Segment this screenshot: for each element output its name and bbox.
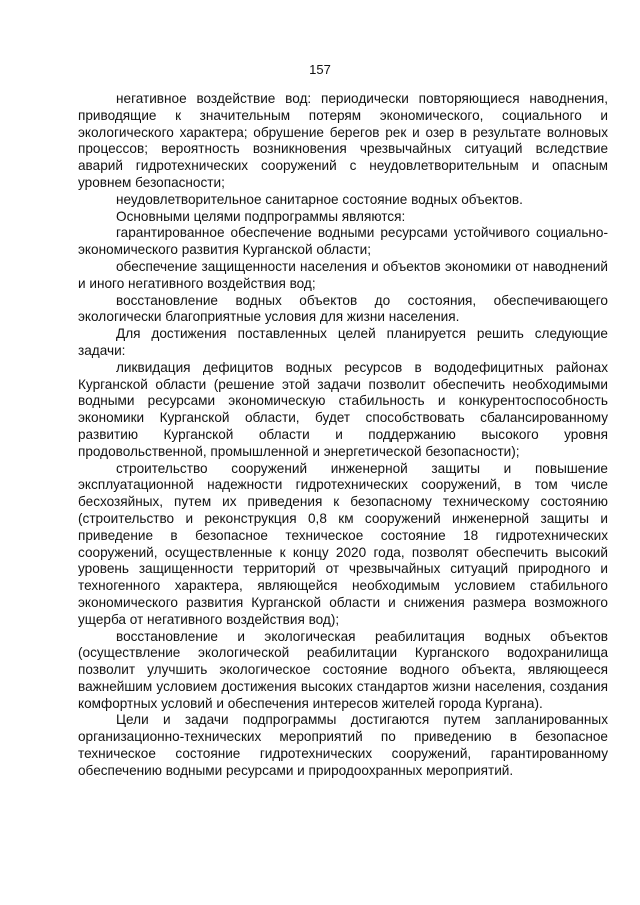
paragraph-sanitary-state: неудовлетворительное санитарное состояние водных объектов. [116, 191, 523, 207]
paragraph-goal-water-supply: гарантированное обеспечение водными ресурсами устойчивого социально-экономического развития Курганской области; [78, 225, 608, 258]
body-text [78, 91, 608, 780]
paragraph-goal-restoration: восстановление водных объектов до состояния, обеспечивающего экологически благоприятные условия для жизни населения. [78, 292, 608, 325]
paragraph-negative-impact: негативное воздействие вод: периодически повторяющиеся наводнения, приводящие к значительным потерям экономического, социального и экологического характера; обрушение берегов рек и озер в результате волновых процессов; вероятность возникновения чрезвычайных ситуаций вследствие аварий гидротехнических сооружений с неудовлетворительным и опасным уровнем безопасности; [78, 91, 608, 190]
paragraph-task-rehabilitation: восстановление и экологическая реабилитация водных объектов (осуществление экологической реабилитации Курганского водохранилища позволит улучшить экологическое состояние водного объекта, являющееся важнейшим условием достижения высоких стандартов жизни населения, создания комфортных условий и обеспечения интересов жителей города Кургана). [78, 628, 608, 711]
paragraph-task-deficit: ликвидация дефицитов водных ресурсов в вододефицитных районах Курганской области (решение этой задачи позволит обеспечить необходимыми водными ресурсами экономическую стабильность и конкурентоспособность экономики Курганской области, будет способствовать сбалансированному развитию Курганской области и поддержанию высокого уровня продовольственной, промышленной и энергетической безопасности); [78, 359, 608, 459]
paragraph-tasks-intro: Для достижения поставленных целей планируется решить следующие задачи: [78, 326, 608, 358]
page-number: 157 [309, 62, 331, 77]
paragraph-conclusion: Цели и задачи подпрограммы достигаются путем запланированных организационно-технических мероприятий по приведению в безопасное техническое состояние гидротехнических сооружений, гарантированному обеспечению водными ресурсами и природоохранных мероприятий. [78, 712, 608, 778]
paragraph-goals-intro: Основными целями подпрограммы являются: [116, 208, 406, 224]
paragraph-task-construction: строительство сооружений инженерной защиты и повышение эксплуатационной надежности гидротехнических сооружений, в том числе бесхозяйных, путем их приведения к безопасному техническому состоянию (строительство и реконструкция 0,8 км сооружений инженерной защиты и приведение в безопасное техническое состояние 18 гидротехнических сооружений, осуществленные к концу 2020 года, позволят обеспечить высокий уровень защищенности территорий от чрезвычайных ситуаций природного и техногенного характера, являющейся необходимым условием стабильного экономического развития Курганской области и снижения размера возможного ущерба от негативного воздействия вод); [78, 460, 608, 627]
paragraph-goal-protection: обеспечение защищенности населения и объектов экономики от наводнений и иного негативного воздействия вод; [78, 258, 608, 291]
